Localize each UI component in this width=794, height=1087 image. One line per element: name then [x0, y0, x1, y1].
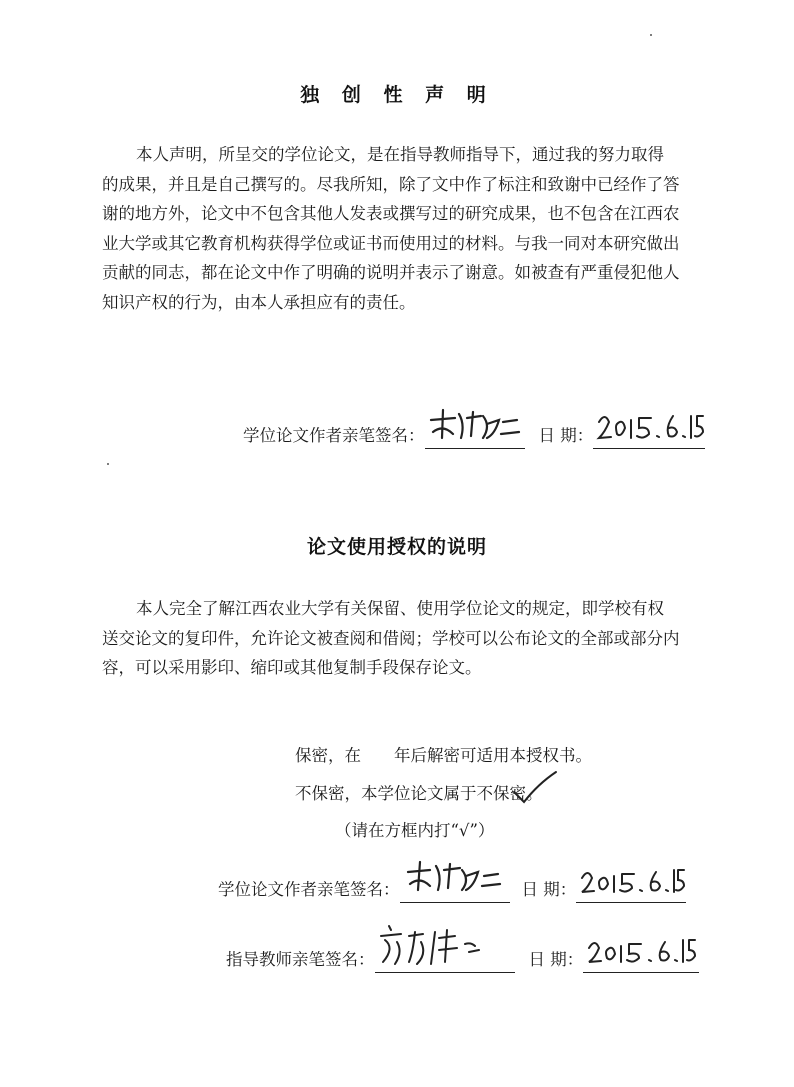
authorization-title: 论文使用授权的说明: [306, 536, 487, 558]
declaration-line: 本人声明，所呈交的学位论文，是在指导教师指导下，通过我的努力取得: [136, 145, 664, 164]
advisor-signature: [375, 934, 515, 973]
date-handwriting: [593, 404, 705, 448]
date-label: 日 期：: [538, 426, 594, 445]
date-value: [593, 410, 705, 449]
option-note: （请在方框内打“√”）: [335, 821, 495, 840]
authorization-line: 本人完全了解江西农业大学有关保留、使用学位论文的规定，即学校有权: [136, 599, 664, 618]
authorization-paragraph: [102, 594, 714, 683]
date-handwriting: [576, 858, 686, 902]
option-secret: 保密，在 年后解密可适用本授权书。: [295, 746, 592, 765]
author-sign-label: 学位论文作者亲笔签名：: [218, 880, 400, 899]
declaration-title: 独 创 性 声 明: [300, 84, 494, 106]
declaration-paragraph: [102, 140, 714, 317]
declaration-line: 知识产权的行为，由本人承担应有的责任。: [102, 292, 416, 312]
advisor-date-label: 日 期：: [528, 950, 584, 969]
authorization-line: 容，可以采用影印、缩印或其他复制手段保存论文。: [102, 658, 482, 677]
option-nonsecret: 不保密，本学位论文属于不保密。: [295, 784, 543, 803]
authorization-line: 送交论文的复印件，允许论文被查阅和借阅；学校可以公布论文的全部或部分内: [102, 628, 680, 648]
advisor-sign-label: 指导教师亲笔签名：: [226, 950, 375, 969]
author-signature: [425, 410, 525, 449]
declaration-line: 谢的地方外，论文中不包含其他人发表或撰写过的研究成果，也不包含在江西农: [102, 204, 680, 223]
scan-speck: [650, 34, 652, 36]
declaration-line: 业大学或其它教育机构获得学位或证书而使用过的材料。与我一同对本研究做出: [102, 233, 680, 253]
author-sign-label: 学位论文作者亲笔签名：: [243, 426, 425, 445]
date-label: 日 期：: [521, 880, 577, 899]
authorization-author-signature-row: [218, 864, 686, 903]
author-signature: [400, 864, 510, 903]
author-signature-handwriting: [400, 858, 510, 902]
date-value: [576, 864, 686, 903]
declaration-line: 的成果，并且是自己撰写的。尽我所知，除了文中作了标注和致谢中已经作了答: [102, 174, 680, 194]
scan-speck: [107, 463, 109, 465]
advisor-signature-handwriting: [375, 922, 515, 972]
declaration-line: 贡献的同志，都在论文中作了明确的说明并表示了谢意。如被查有严重侵犯他人: [102, 263, 680, 282]
declaration-signature-row: [243, 410, 705, 449]
advisor-date-value: [583, 934, 699, 973]
author-signature-handwriting: [425, 404, 525, 448]
checkmark-icon: [512, 770, 558, 806]
date-handwriting: [583, 928, 699, 972]
advisor-signature-row: [226, 934, 699, 973]
